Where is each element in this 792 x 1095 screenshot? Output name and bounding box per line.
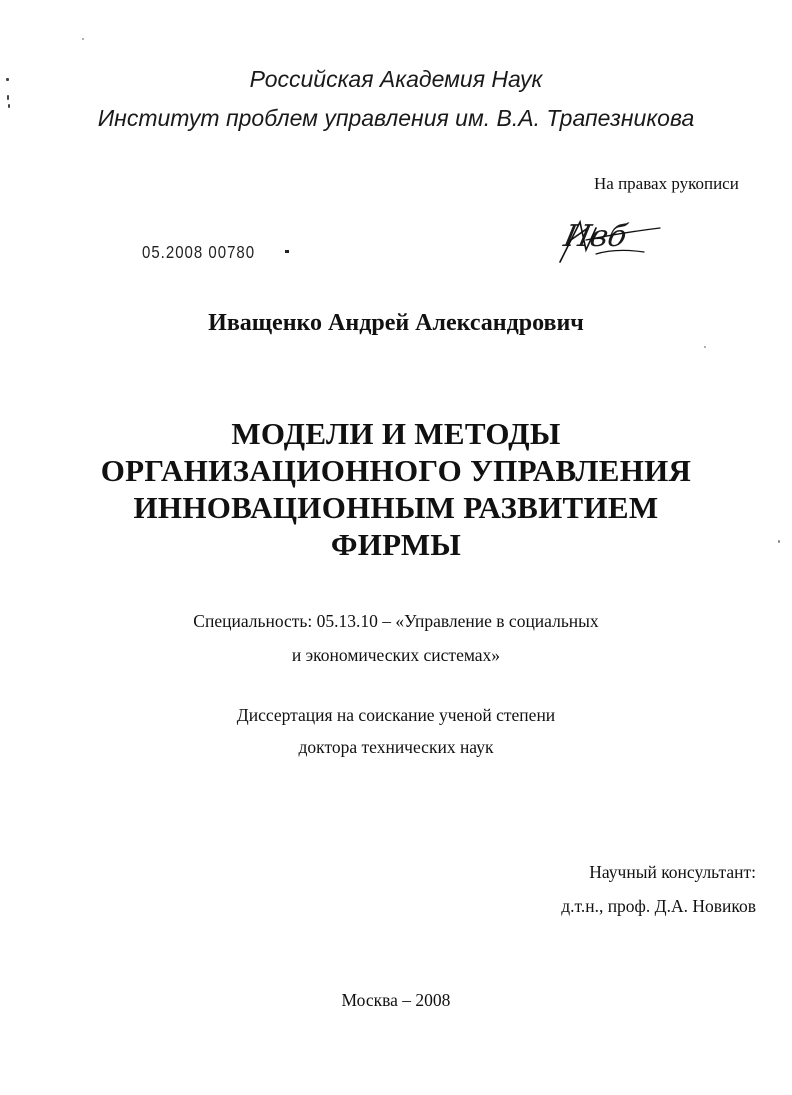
consultant-name: д.т.н., проф. Д.А. Новиков (561, 896, 756, 916)
city-year: Москва – 2008 (341, 990, 451, 1010)
dissertation-title (0, 415, 792, 563)
degree-line-1: Диссертация на соискание ученой степени (236, 705, 556, 725)
scan-speck (82, 38, 84, 40)
registry-number: 05.2008 00780 (142, 243, 256, 263)
title-line: МОДЕЛИ И МЕТОДЫ (231, 416, 561, 451)
author-name: Иващенко Андрей Александрович (208, 310, 584, 336)
scan-speck (704, 346, 706, 348)
signature (556, 210, 666, 268)
institute-name: Институт проблем управления им. В.А. Трапезникова (97, 105, 695, 131)
title-line: ИННОВАЦИОННЫМ РАЗВИТИЕМ (133, 490, 659, 525)
academy-name: Российская Академия Наук (249, 66, 543, 92)
signature-text: Ивб (560, 219, 630, 254)
specialty-line-2: и экономических системах» (291, 645, 501, 665)
rights-note: На правах рукописи (594, 174, 739, 193)
specialty-line-1: Специальность: 05.13.10 – «Управление в социальных (193, 611, 599, 631)
title-line: ФИРМЫ (330, 527, 462, 562)
registry-mark (285, 250, 289, 253)
degree-line-2: доктора технических наук (298, 737, 494, 757)
title-line: ОРГАНИЗАЦИОННОГО УПРАВЛЕНИЯ (100, 453, 692, 488)
consultant-label: Научный консультант: (589, 862, 756, 882)
scan-speck (7, 95, 9, 100)
